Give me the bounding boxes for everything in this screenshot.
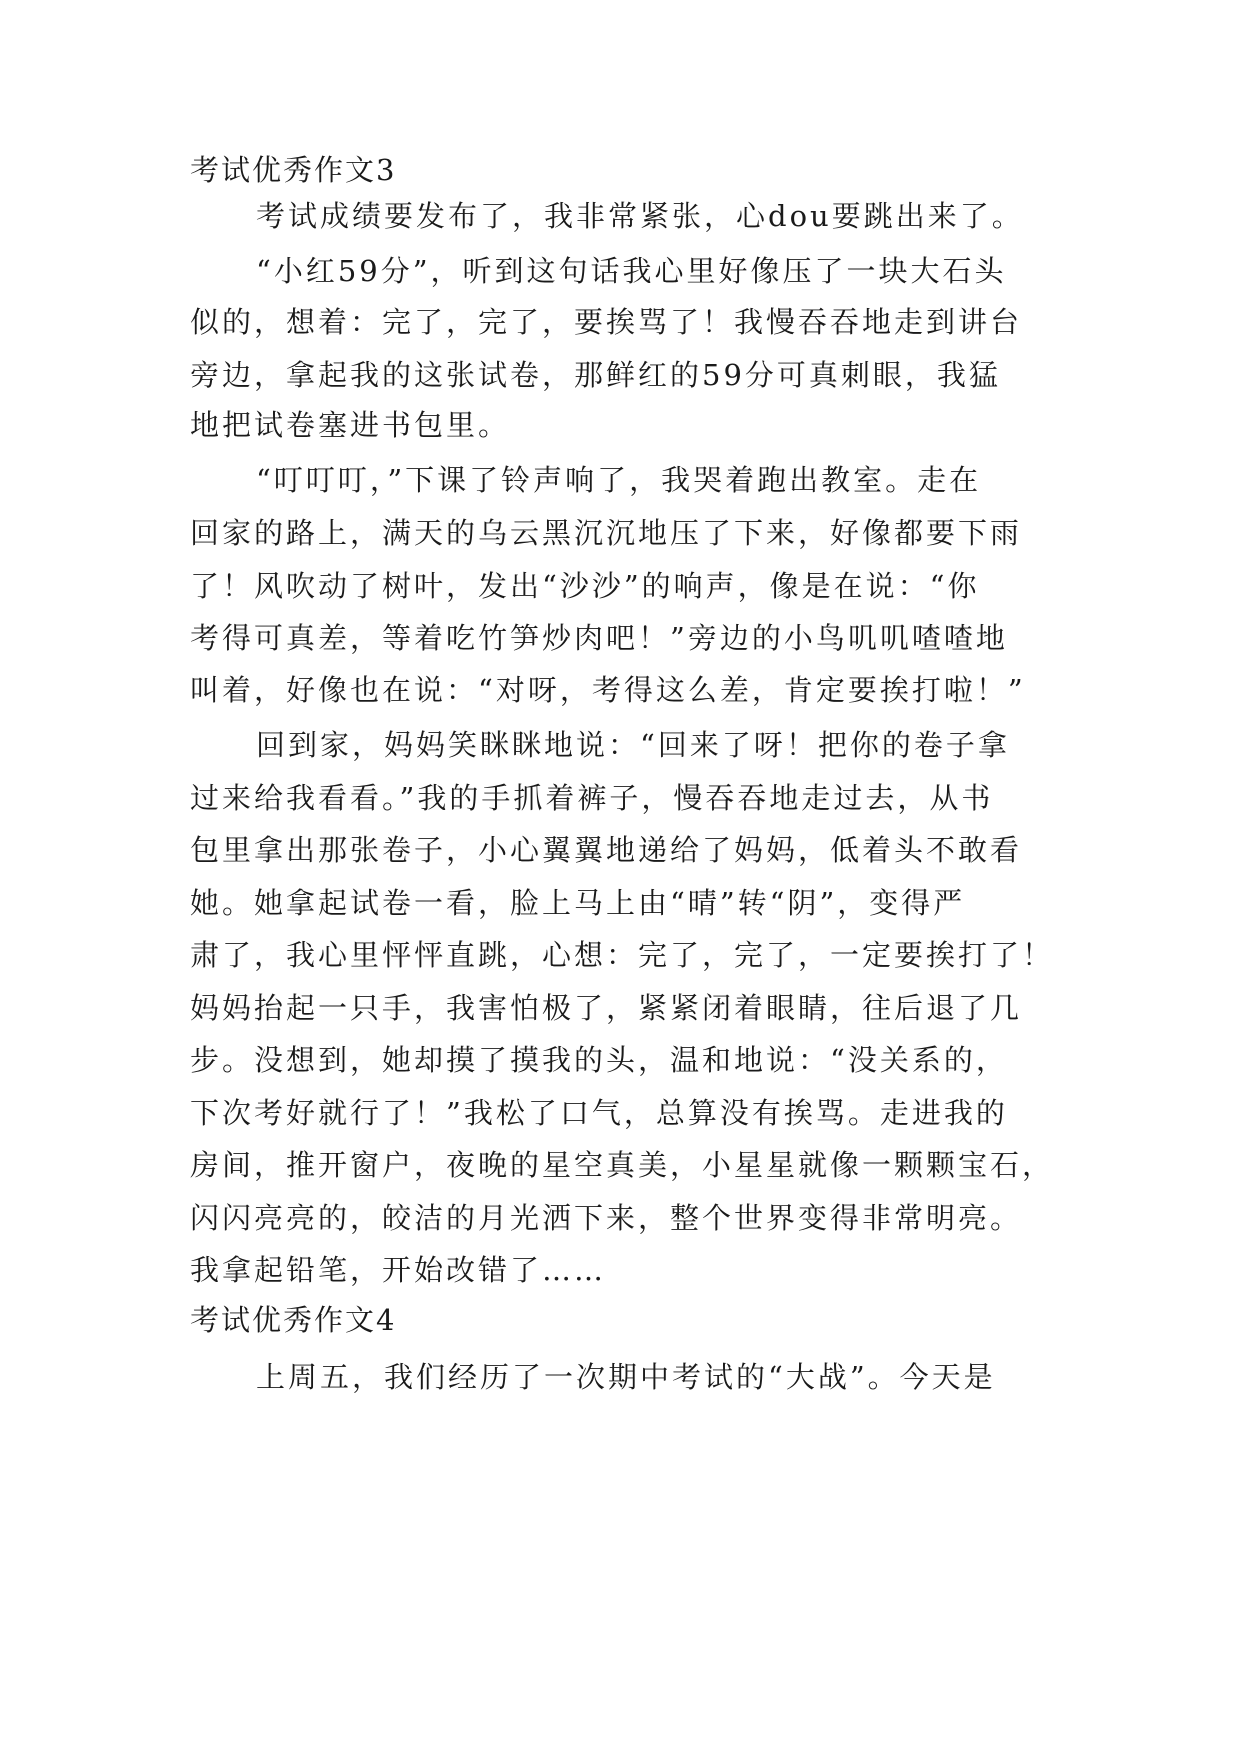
essay-3-line-20: 闪闪亮亮的，皎洁的月光洒下来，整个世界变得非常明亮。 — [190, 1201, 1023, 1235]
essay-3-line-1: 考试成绩要发布了，我非常紧张，心dou要跳出来了。 — [256, 199, 1024, 233]
essay-4-line-1: 上周五，我们经历了一次期中考试的“大战”。今天是 — [256, 1360, 996, 1394]
essay-3-line-3: 似的，想着：完了，完了，要挨骂了！我慢吞吞地走到讲台 — [190, 305, 1023, 339]
essay-3-line-5: 地把试卷塞进书包里。 — [190, 408, 511, 442]
essay-3-line-21: 我拿起铅笔，开始改错了…… — [190, 1253, 607, 1287]
essay-3-line-15: 肃了，我心里怦怦直跳，心想：完了，完了，一定要挨打了！ — [190, 938, 1055, 972]
essay-3-line-8: 了！风吹动了树叶，发出“沙沙”的响声，像是在说：“你 — [190, 569, 980, 603]
essay-3-line-11: 回到家，妈妈笑眯眯地说：“回来了呀！把你的卷子拿 — [256, 728, 1010, 762]
essay-3-line-14: 她。她拿起试卷一看，脸上马上由“晴”转“阴”，变得严 — [190, 886, 966, 920]
essay-3-line-17: 步。没想到，她却摸了摸我的头，温和地说：“没关系的， — [190, 1043, 1008, 1077]
essay-3-line-13: 包里拿出那张卷子，小心翼翼地递给了妈妈，低着头不敢看 — [190, 833, 1023, 867]
essay-3-line-10: 叫着，好像也在说：“对呀，考得这么差，肯定要挨打啦！” — [190, 673, 1026, 707]
essay-3-heading: 考试优秀作文3 — [190, 153, 397, 187]
essay-3-line-16: 妈妈抬起一只手，我害怕极了，紧紧闭着眼睛，往后退了几 — [190, 991, 1023, 1025]
essay-3-line-12: 过来给我看看。”我的手抓着裤子，慢吞吞地走过去，从书 — [190, 781, 994, 815]
essay-3-line-2: “小红59分”，听到这句话我心里好像压了一块大石头 — [256, 254, 1007, 288]
essay-3-line-6: “叮叮叮，”下课了铃声响了，我哭着跑出教室。走在 — [256, 463, 982, 497]
essay-3-line-4: 旁边，拿起我的这张试卷，那鲜红的59分可真刺眼，我猛 — [190, 358, 1001, 392]
essay-3-line-7: 回家的路上，满天的乌云黑沉沉地压了下来，好像都要下雨 — [190, 516, 1023, 550]
essay-3-line-19: 房间，推开窗户，夜晚的星空真美，小星星就像一颗颗宝石， — [190, 1148, 1055, 1182]
essay-4-heading: 考试优秀作文4 — [190, 1303, 397, 1337]
essay-3-line-18: 下次考好就行了！”我松了口气，总算没有挨骂。走进我的 — [190, 1096, 1008, 1130]
essay-3-line-9: 考得可真差，等着吃竹笋炒肉吧！”旁边的小鸟叽叽喳喳地 — [190, 621, 1008, 655]
